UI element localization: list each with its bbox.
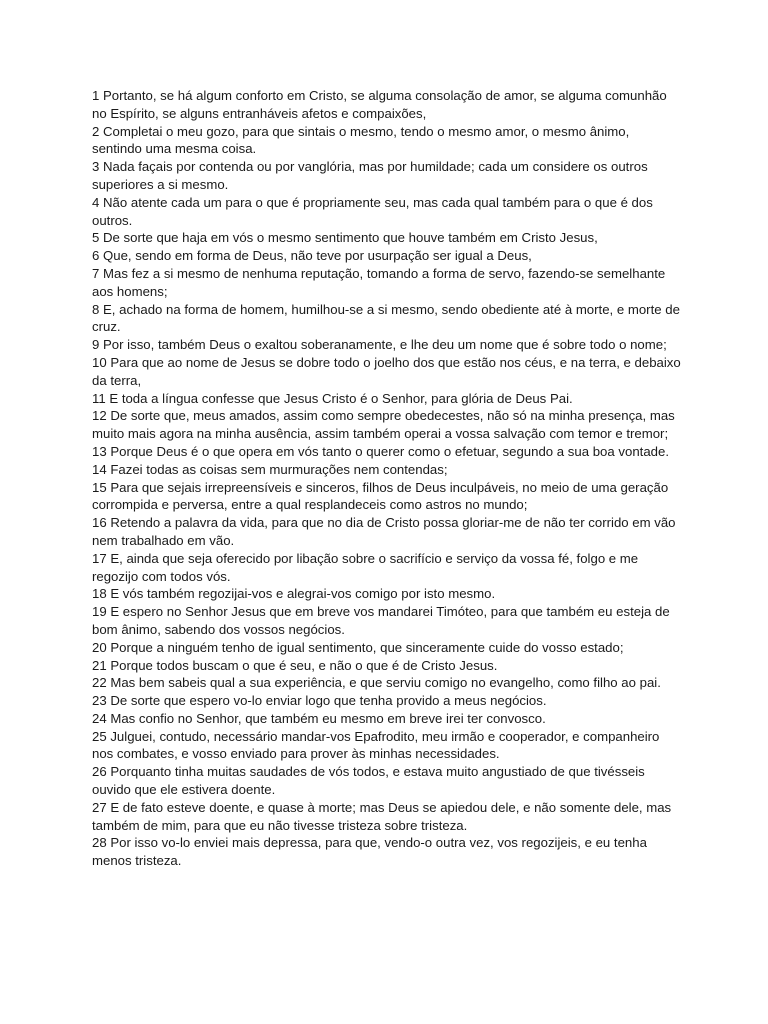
verse-13: 13 Porque Deus é o que opera em vós tanto o querer como o efetuar, segundo a sua boa vontade. [92, 443, 669, 459]
verse-8: 8 E, achado na forma de homem, humilhou-se a si mesmo, sendo obediente até à morte, e morte de cruz. [92, 301, 680, 335]
verse-19: 19 E espero no Senhor Jesus que em breve vos mandarei Timóteo, para que também eu esteja de bom ânimo, sabendo dos vossos negócios. [92, 604, 670, 637]
verse-9: 9 Por isso, também Deus o exaltou soberanamente, e lhe deu um nome que é sobre todo o nome; [92, 337, 667, 353]
verse-25: 25 Julguei, contudo, necessário mandar-vos Epafrodito, meu irmão e cooperador, e companheiro nos combates, e vosso enviado para prover às minhas necessidades. [92, 728, 660, 762]
verse-28: 28 Por isso vo-lo enviei mais depressa, para que, vendo-o outra vez, vos regozijeis, e eu tenha menos tristeza. [92, 835, 647, 869]
verse-11: 11 E toda a língua confesse que Jesus Cristo é o Senhor, para glória de Deus Pai. [92, 390, 573, 406]
verse-24: 24 Mas confio no Senhor, que também eu mesmo em breve irei ter convosco. [92, 710, 546, 726]
verse-22: 22 Mas bem sabeis qual a sua experiência, e que serviu comigo no evangelho, como filho ao pai. [92, 675, 661, 691]
verse-3: 3 Nada façais por contenda ou por vanglória, mas por humildade; cada um considere os outros superiores a si mesmo. [92, 159, 648, 192]
verse-4: 4 Não atente cada um para o que é propriamente seu, mas cada qual também para o que é dos outros. [92, 194, 653, 228]
verse-26: 26 Porquanto tinha muitas saudades de vós todos, e estava muito angustiado de que tivésseis ouvido que ele estivera doente. [92, 764, 645, 798]
verse-16: 16 Retendo a palavra da vida, para que no dia de Cristo possa gloriar-me de não ter corrido em vão nem trabalhado em vão. [92, 515, 676, 548]
verse-12: 12 De sorte que, meus amados, assim como sempre obedecestes, não só na minha presença, mas muito mais agora na minha ausência, assim também operai a vossa salvação com temor e tremor; [92, 408, 675, 442]
verse-7: 7 Mas fez a si mesmo de nenhuma reputação, tomando a forma de servo, fazendo-se semelhante aos homens; [92, 265, 666, 299]
verse-5: 5 De sorte que haja em vós o mesmo sentimento que houve também em Cristo Jesus, [92, 230, 598, 246]
verse-1: 1 Portanto, se há algum conforto em Cristo, se alguma consolação de amor, se alguma comunhão no Espírito, se alguns entranháveis afetos e compaixões, [92, 88, 667, 121]
verse-17: 17 E, ainda que seja oferecido por libação sobre o sacrifício e serviço da vossa fé, folgo e me regozijo com todos vós. [92, 550, 639, 584]
verse-18: 18 E vós também regozijai-vos e alegrai-vos comigo por isto mesmo. [92, 586, 496, 602]
verse-14: 14 Fazei todas as coisas sem murmurações nem contendas; [92, 461, 448, 477]
verse-10: 10 Para que ao nome de Jesus se dobre todo o joelho dos que estão nos céus, e na terra, e debaixo da terra, [92, 354, 681, 388]
verse-27: 27 E de fato esteve doente, e quase à morte; mas Deus se apiedou dele, e não somente dele, mas também de mim, para que eu não tivesse tristeza sobre tristeza. [92, 799, 672, 833]
verse-15: 15 Para que sejais irrepreensíveis e sinceros, filhos de Deus inculpáveis, no meio de uma geração corrompida e perversa, entre a qual resplandeceis como astros no mundo; [92, 479, 669, 513]
verse-list [92, 87, 682, 870]
verse-23: 23 De sorte que espero vo-lo enviar logo que tenha provido a meus negócios. [92, 693, 547, 709]
verse-21: 21 Porque todos buscam o que é seu, e não o que é de Cristo Jesus. [92, 657, 498, 673]
verse-20: 20 Porque a ninguém tenho de igual sentimento, que sinceramente cuide do vosso estado; [92, 639, 624, 655]
verse-2: 2 Completai o meu gozo, para que sintais o mesmo, tendo o mesmo amor, o mesmo ânimo, sentindo uma mesma coisa. [92, 123, 630, 157]
verse-6: 6 Que, sendo em forma de Deus, não teve por usurpação ser igual a Deus, [92, 248, 532, 264]
